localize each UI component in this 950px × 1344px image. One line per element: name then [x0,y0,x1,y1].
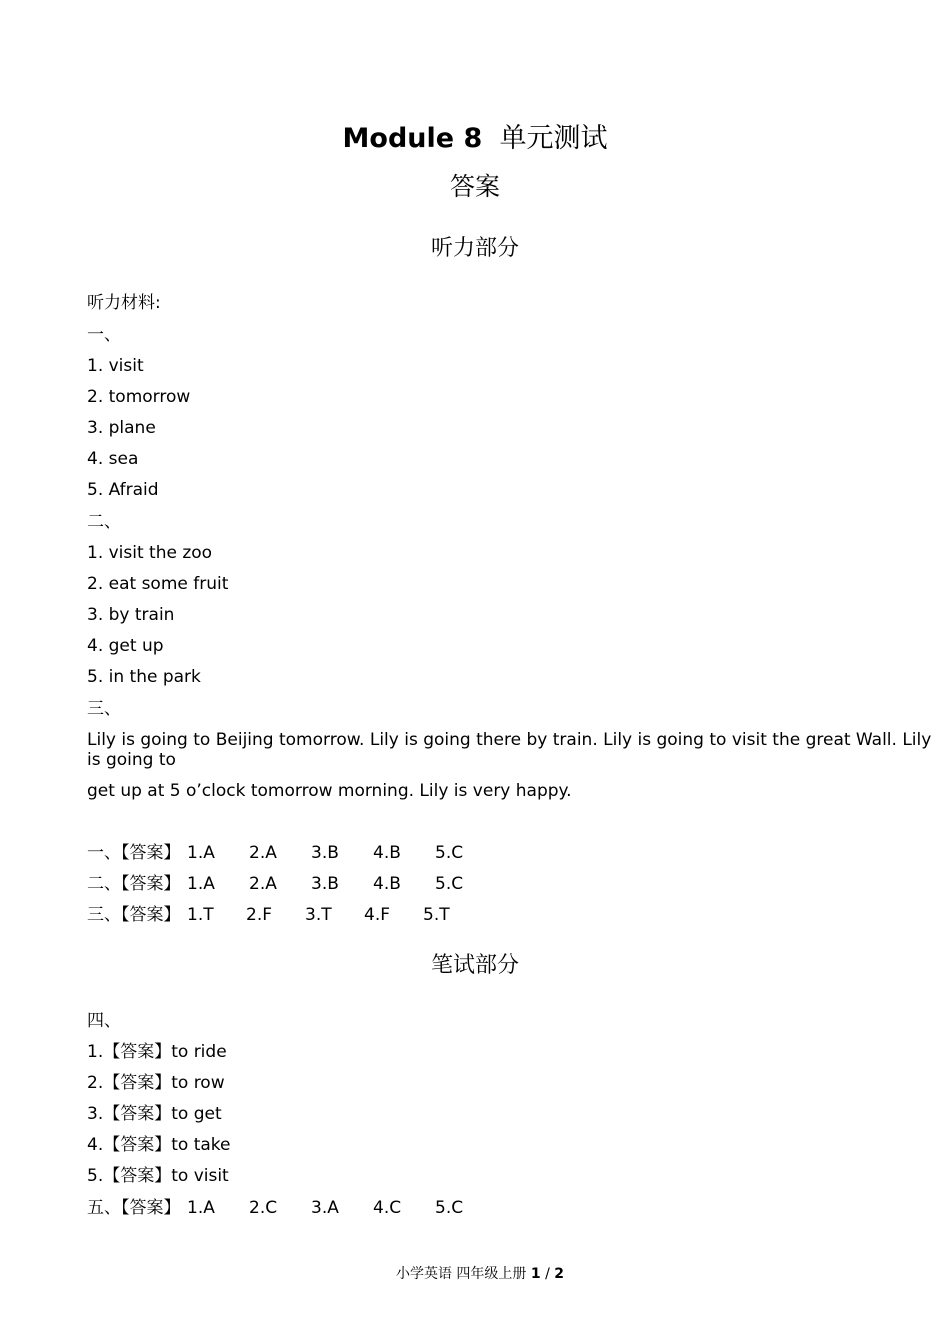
page-subtitle: 答案 [449,172,500,201]
answer-option: 1.A [187,1198,215,1218]
answer-lead: 二、【答案】 [87,874,181,894]
answer-option: 1.A [187,874,215,894]
part4-item: 3.【答案】to get [87,1104,222,1124]
part2-item: 3. by train [87,605,175,625]
footer-page-total: 2 [554,1266,565,1282]
part4-item: 1.【答案】to ride [87,1042,227,1062]
part3-passage-line2: get up at 5 o’clock tomorrow morning. Lily is very happy. [87,781,572,801]
answer-option: 2.A [249,843,277,863]
part4-item: 4.【答案】to take [87,1135,231,1155]
answer-option: 4.F [364,905,390,925]
answer-option: 5.C [435,1198,464,1218]
part2-item: 1. visit the zoo [87,543,213,563]
answer-option: 1.A [187,843,215,863]
answer-option: 3.A [311,1198,339,1218]
part2-item: 2. eat some fruit [87,574,229,594]
answer-row [87,904,482,926]
part4-item: 5.【答案】to visit [87,1166,229,1186]
answer-option: 5.T [423,905,450,925]
title-unit-test: 单元测试 [499,123,608,154]
listening-material-label: 听力材料: [87,293,161,313]
answer-option: 5.C [435,874,464,894]
answer-option: 3.B [311,843,339,863]
footer-page-current: 1 [530,1266,541,1282]
part1-item: 3. plane [87,418,156,438]
footer-separator: / [545,1266,550,1282]
answer-option: 4.B [373,843,401,863]
part2-item: 5. in the park [87,667,201,687]
part1-item: 5. Afraid [87,480,159,500]
page-footer [0,1264,950,1284]
title-module: Module 8 [342,123,483,154]
part2-item: 4. get up [87,636,164,656]
part1-item: 2. tomorrow [87,387,191,407]
answer-row [87,842,497,864]
answer-option: 2.F [246,905,272,925]
part1-item: 1. visit [87,356,144,376]
answer-option: 5.C [435,843,464,863]
answer-row [87,1197,497,1219]
answer-lead: 三、【答案】 [87,905,181,925]
answer-option: 3.T [305,905,332,925]
part2-label: 二、 [87,512,121,532]
answer-row [87,873,497,895]
answer-option: 4.B [373,874,401,894]
part3-passage-line1: Lily is going to Beijing tomorrow. Lily is going there by train. Lily is going to visit the great Wall. Lily is going to [87,730,932,770]
listening-section-title: 听力部分 [430,236,519,261]
answer-option: 4.C [373,1198,402,1218]
answer-option: 2.C [249,1198,278,1218]
part3-label: 三、 [87,699,121,719]
part4-label: 四、 [87,1011,121,1031]
answer-lead: 一、【答案】 [87,843,181,863]
answer-option: 3.B [311,874,339,894]
part1-label: 一、 [87,325,121,345]
answer-option: 1.T [187,905,214,925]
answer-option: 2.A [249,874,277,894]
writing-section-title: 笔试部分 [430,953,519,978]
part4-item: 2.【答案】to row [87,1073,225,1093]
footer-text: 小学英语 四年级上册 [395,1266,527,1282]
part1-item: 4. sea [87,449,139,469]
answer-lead: 五、【答案】 [87,1198,181,1218]
page-title [0,120,950,158]
